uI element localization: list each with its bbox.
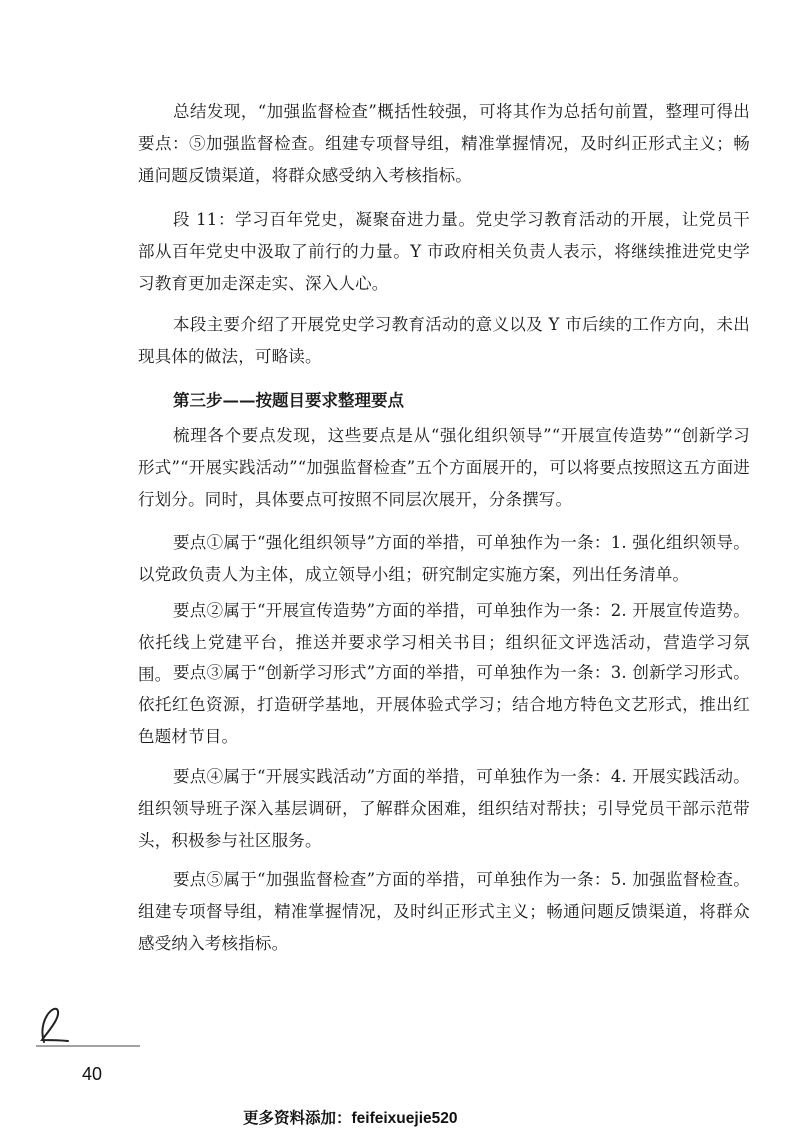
- paragraph-segment-11-analysis: 本段主要介绍了开展党史学习教育活动的意义以及 Y 市后续的工作方向，未出现具体的做法，可略读。: [138, 315, 750, 366]
- pen-flourish-icon: [28, 1000, 148, 1052]
- paragraph-step3-overview: 梳理各个要点发现，这些要点是从“强化组织领导”“开展宣传造势”“创新学习形式”“开展实践活动”“加强监督检查”五个方面展开的，可以将要点按照这五方面进行划分。同时，具体要点可按照不同层次展开，分条撰写。: [138, 426, 750, 509]
- paragraph-segment-11: 段 11：学习百年党史，凝聚奋进力量。党史学习教育活动的开展，让党员干部从百年党史中汲取了前行的力量。Y 市政府相关负责人表示，将继续推进党史学习教育更加走深走实、深入人心。: [138, 210, 750, 293]
- step3-heading: 第三步——按题目要求整理要点: [173, 391, 404, 410]
- paragraph-point-2: 要点②属于“开展宣传造势”方面的举措，可单独作为一条：2. 开展宣传造势。依托线上党建平台，推送并要求学习相关书目；组织征文评选活动，营造学习氛围。: [138, 601, 750, 684]
- footer-contact-note: 更多资料添加：feifeixuejie520: [243, 1110, 458, 1127]
- paragraph-point-4: 要点④属于“开展实践活动”方面的举措，可单独作为一条：4. 开展实践活动。组织领导班子深入基层调研，了解群众困难，组织结对帮扶；引导党员干部示范带头，积极参与社区服务。: [138, 767, 750, 850]
- paragraph-point-3: 要点③属于“创新学习形式”方面的举措，可单独作为一条：3. 创新学习形式。依托红色资源，打造研学基地，开展体验式学习；结合地方特色文艺形式，推出红色题材节目。: [138, 663, 750, 746]
- paragraph-point-5: 要点⑤属于“加强监督检查”方面的举措，可单独作为一条：5. 加强监督检查。组建专项督导组，精准掌握情况，及时纠正形式主义；畅通问题反馈渠道，将群众感受纳入考核指标。: [138, 870, 750, 953]
- paragraph-point-1: 要点①属于“强化组织领导”方面的举措，可单独作为一条：1. 强化组织领导。以党政负责人为主体，成立领导小组；研究制定实施方案，列出任务清单。: [138, 533, 750, 584]
- page-number: 40: [82, 1064, 103, 1084]
- paragraph-summary: 总结发现，“加强监督检查”概括性较强，可将其作为总括句前置，整理可得出要点：⑤加强监督检查。组建专项督导组，精准掌握情况，及时纠正形式主义；畅通问题反馈渠道，将群众感受纳入考核指标。: [138, 102, 750, 185]
